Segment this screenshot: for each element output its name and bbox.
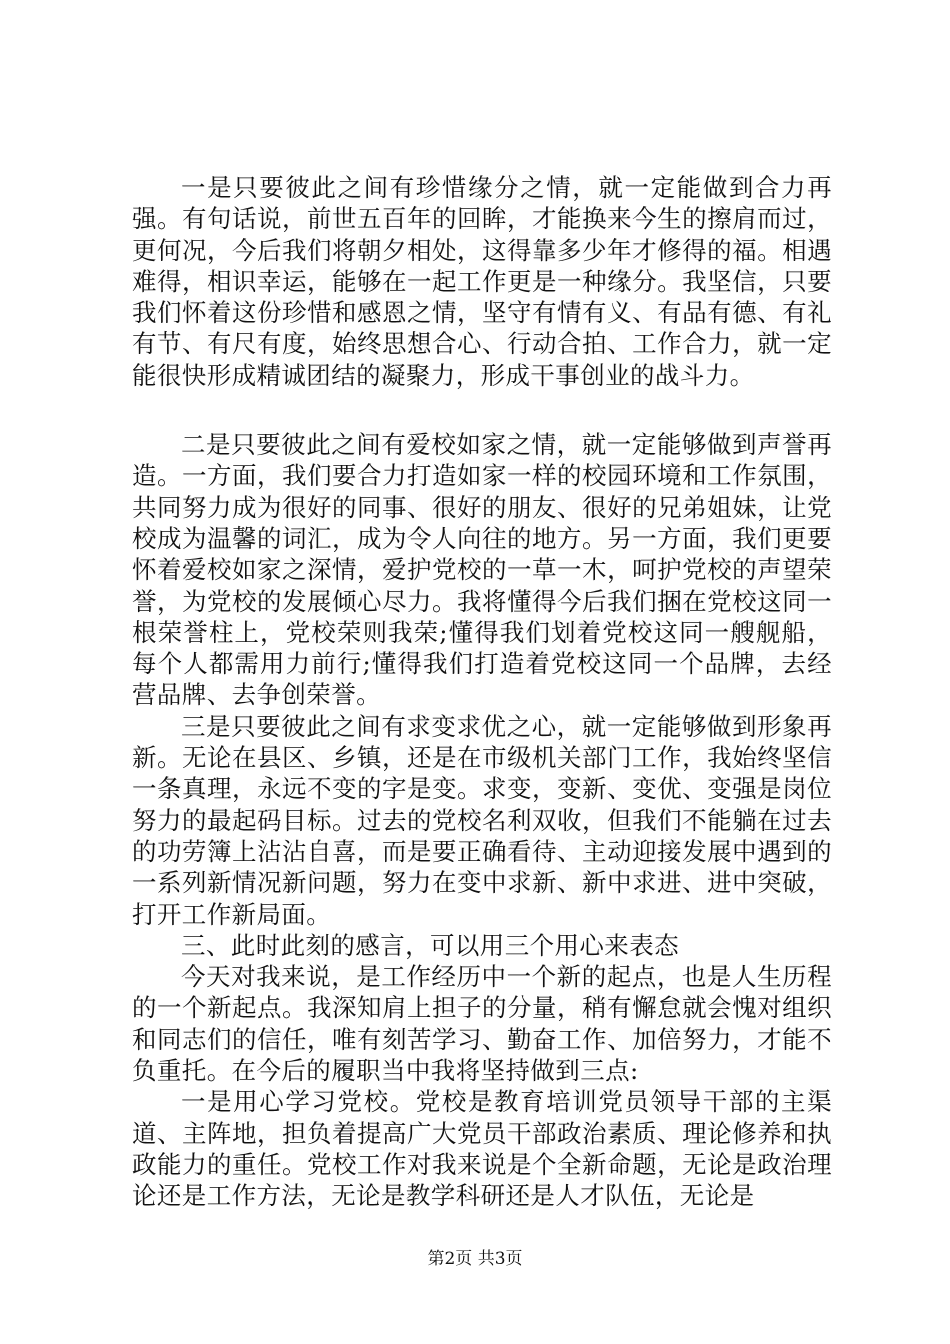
document-body xyxy=(132,172,832,1212)
paragraph-cherish-fate: 一是只要彼此之间有珍惜缘分之情，就一定能做到合力再强。有句话说，前世五百年的回眸，才能换来今生的擦肩而过，更何况，今后我们将朝夕相处，这得靠多少年才修得的福。相遇难得，相识幸运，能够在一起工作更是一种缘分。我坚信，只要我们怀着这份珍惜和感恩之情，坚守有情有义、有品有德、有礼有节、有尺有度，始终思想合心、行动合拍、工作合力，就一定能很快形成精诚团结的凝聚力，形成干事创业的战斗力。 xyxy=(132,173,832,390)
paragraph-seek-change: 三是只要彼此之间有求变求优之心，就一定能够做到形象再新。无论在县区、乡镇，还是在市级机关部门工作，我始终坚信一条真理，永远不变的字是变。求变，变新、变优、变强是岗位努力的最起码目标。过去的党校名利双收，但我们不能躺在过去的功劳簿上沾沾自喜，而是要正确看待、主动迎接发展中遇到的一系列新情况新问题，努力在变中求新、新中求进、进中突破，打开工作新局面。 xyxy=(132,711,832,929)
paragraph-love-school: 二是只要彼此之间有爱校如家之情，就一定能够做到声誉再造。一方面，我们要合力打造如家一样的校园环境和工作氛围，共同努力成为很好的同事、很好的朋友、很好的兄弟姐妹，让党校成为温馨的词汇，成为令人向往的地方。另一方面，我们更要怀着爱校如家之深情，爱护党校的一草一木，呵护党校的声望荣誉，为党校的发展倾心尽力。我将懂得今后我们捆在党校这同一根荣誉柱上，党校荣则我荣;懂得我们划着党校这同一艘舰船，每个人都需用力前行;懂得我们打造着党校这同一个品牌，去经营品牌、去争创荣誉。 xyxy=(132,430,832,710)
page-number-footer: 第2页 共3页 xyxy=(427,1249,523,1269)
section-heading-three: 三、此时此刻的感言，可以用三个用心来表态 xyxy=(181,930,679,960)
paragraph-gap xyxy=(132,391,832,429)
paragraph-study-school: 一是用心学习党校。党校是教育培训党员领导干部的主渠道、主阵地，担负着提高广大党员干部政治素质、理论修养和执政能力的重任。党校工作对我来说是个全新命题，无论是政治理论还是工作方法，无论是教学科研还是人才队伍，无论是 xyxy=(132,1087,832,1211)
paragraph-new-start: 今天对我来说，是工作经历中一个新的起点，也是人生历程的一个新起点。我深知肩上担子的分量，稍有懈怠就会愧对组织和同志们的信任，唯有刻苦学习、勤奋工作、加倍努力，才能不负重托。在今后的履职当中我将坚持做到三点: xyxy=(132,962,832,1086)
